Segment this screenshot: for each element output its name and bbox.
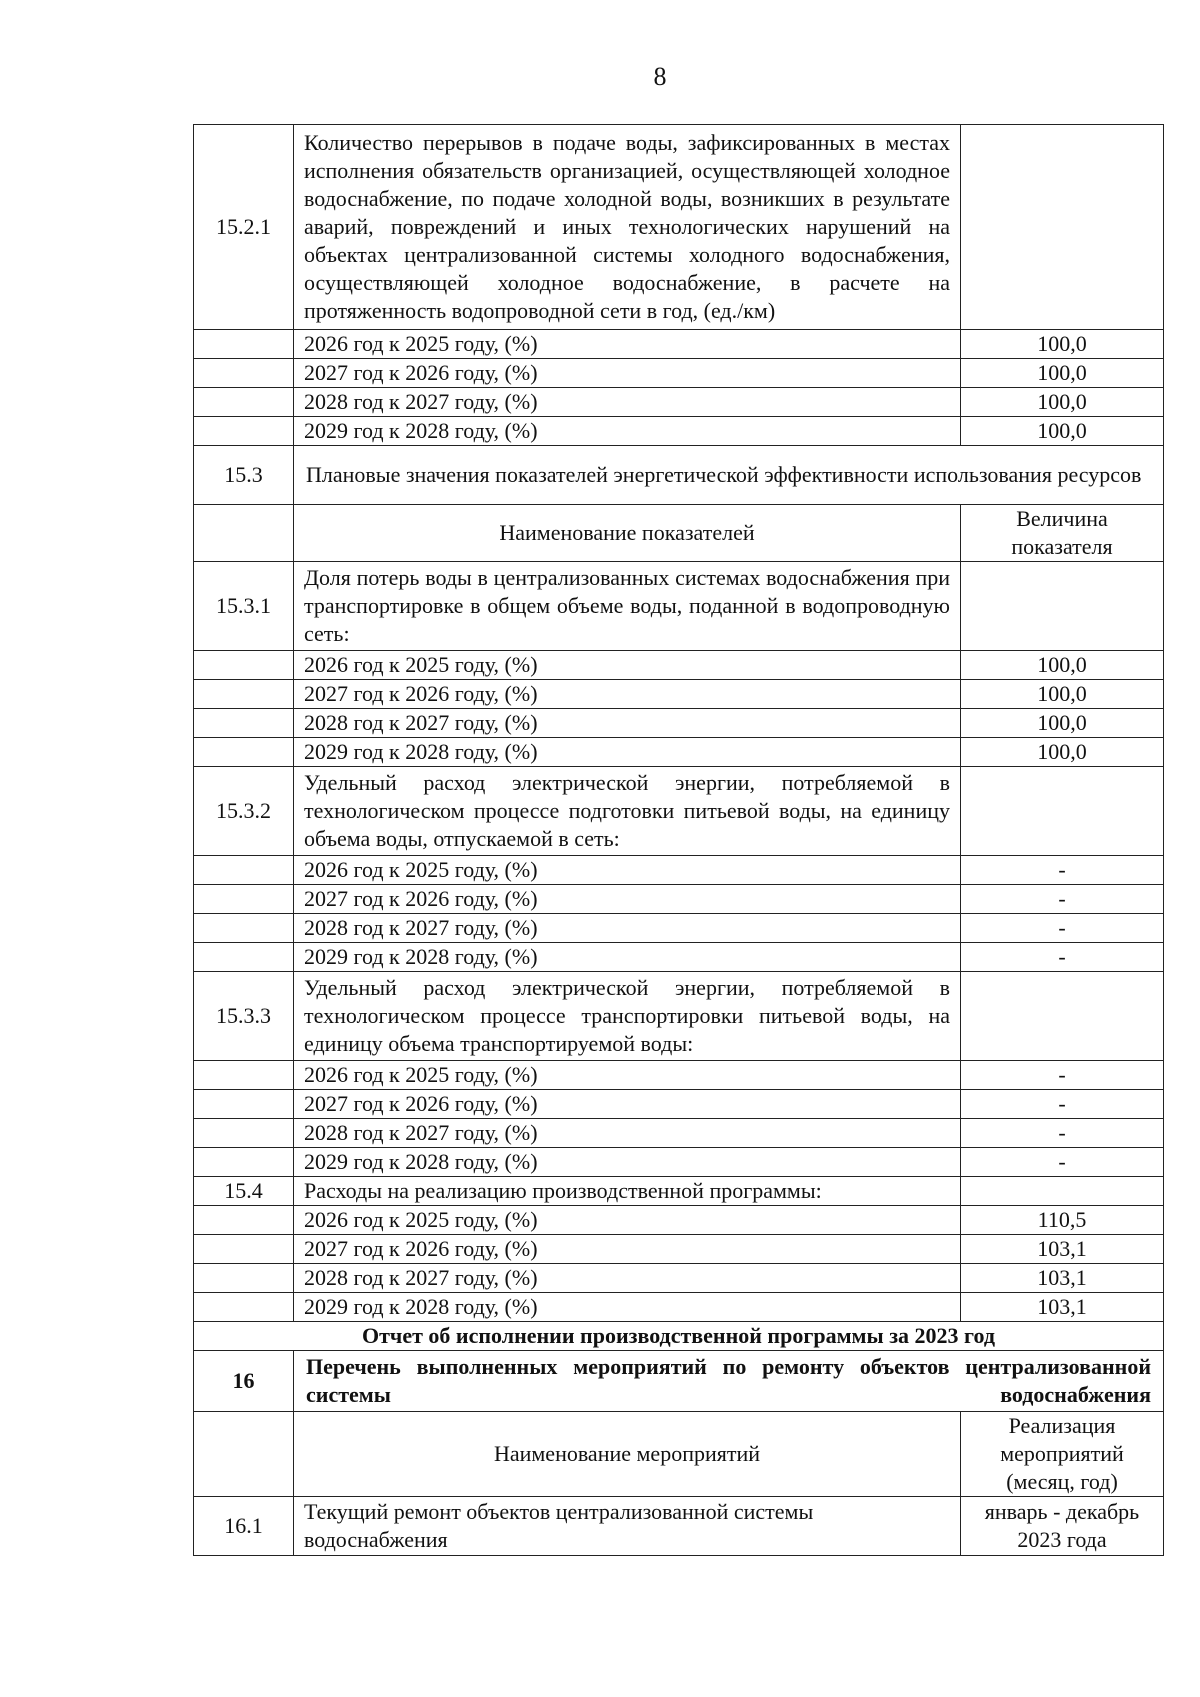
indicator-text: Количество перерывов в подаче воды, зафиксированных в местах исполнения обязательств организацией, осуществляющей холодное водоснабжение, по подаче холодной воды, возникших в результате аварий, повреждений и иных технологических нарушений на объектах централизованной системы холодного водоснабжения, осуществляющей холодное водоснабжение, в расчете на протяженность водопроводной сети в год, (ед./км) [294, 125, 961, 330]
year-value: 100,0 [961, 388, 1164, 417]
section-text: Плановые значения показателей энергетической эффективности использования ресурсов [294, 446, 1164, 505]
table-row [194, 738, 1164, 767]
column-header-value: Величина показателя [961, 505, 1164, 562]
year-value: 100,0 [961, 359, 1164, 388]
year-label: 2029 год к 2028 году, (%) [294, 738, 961, 767]
indicators-table-wrap [193, 124, 1163, 1556]
table-row [194, 446, 1164, 505]
year-value: 100,0 [961, 738, 1164, 767]
table-row [194, 330, 1164, 359]
table-row [194, 417, 1164, 446]
year-value: 100,0 [961, 651, 1164, 680]
table-row [194, 914, 1164, 943]
year-value: 103,1 [961, 1264, 1164, 1293]
year-value: - [961, 1090, 1164, 1119]
table-row [194, 943, 1164, 972]
year-value: - [961, 856, 1164, 885]
year-label: 2029 год к 2028 году, (%) [294, 1293, 961, 1322]
year-value: 100,0 [961, 680, 1164, 709]
row-number: 15.2.1 [194, 125, 294, 330]
year-label: 2029 год к 2028 году, (%) [294, 417, 961, 446]
year-value: - [961, 885, 1164, 914]
year-label: 2028 год к 2027 году, (%) [294, 1119, 961, 1148]
year-value: 100,0 [961, 330, 1164, 359]
table-row [194, 1148, 1164, 1177]
row-number: 15.3 [194, 446, 294, 505]
year-label: 2026 год к 2025 году, (%) [294, 1061, 961, 1090]
year-label: 2029 год к 2028 году, (%) [294, 943, 961, 972]
year-value: 110,5 [961, 1206, 1164, 1235]
year-label: 2027 год к 2026 году, (%) [294, 885, 961, 914]
value-cell: январь - декабрь 2023 года [961, 1497, 1164, 1556]
table-row [194, 1293, 1164, 1322]
table-row [194, 856, 1164, 885]
year-label: 2026 год к 2025 году, (%) [294, 856, 961, 885]
table-row [194, 651, 1164, 680]
year-value: 103,1 [961, 1235, 1164, 1264]
table-row [194, 1061, 1164, 1090]
table-row [194, 125, 1164, 330]
year-value: - [961, 1061, 1164, 1090]
table-row [194, 680, 1164, 709]
year-value: - [961, 1148, 1164, 1177]
section-text: Перечень выполненных мероприятий по ремонту объектов централизованной системы водоснабжения [294, 1351, 1164, 1412]
year-label: 2028 год к 2027 году, (%) [294, 914, 961, 943]
year-value: 103,1 [961, 1293, 1164, 1322]
table-row [194, 1177, 1164, 1206]
year-label: 2029 год к 2028 году, (%) [294, 1148, 961, 1177]
year-label: 2027 год к 2026 году, (%) [294, 1235, 961, 1264]
indicator-text: Доля потерь воды в централизованных системах водоснабжения при транспортировке в общем объеме воды, поданной в водопроводную сеть: [294, 562, 961, 651]
table-row [194, 709, 1164, 738]
year-value: - [961, 943, 1164, 972]
table-row [194, 562, 1164, 651]
year-label: 2027 год к 2026 году, (%) [294, 359, 961, 388]
row-number: 15.3.1 [194, 562, 294, 651]
table-row [194, 388, 1164, 417]
table-row [194, 885, 1164, 914]
table-row [194, 1090, 1164, 1119]
year-label: 2027 год к 2026 году, (%) [294, 680, 961, 709]
table-row [194, 1206, 1164, 1235]
page-number: 8 [653, 62, 667, 91]
year-label: 2028 год к 2027 году, (%) [294, 388, 961, 417]
row-number: 15.3.3 [194, 972, 294, 1061]
year-label: 2026 год к 2025 году, (%) [294, 1206, 961, 1235]
table-row [194, 767, 1164, 856]
row-number: 16.1 [194, 1497, 294, 1556]
row-number: 16 [194, 1351, 294, 1412]
row-number: 15.3.2 [194, 767, 294, 856]
indicators-table [193, 124, 1164, 1556]
table-row [194, 972, 1164, 1061]
table-row [194, 1119, 1164, 1148]
year-label: 2027 год к 2026 году, (%) [294, 1090, 961, 1119]
year-value: 100,0 [961, 417, 1164, 446]
row-number: 15.4 [194, 1177, 294, 1206]
year-label: 2028 год к 2027 году, (%) [294, 709, 961, 738]
year-value: - [961, 1119, 1164, 1148]
table-row [194, 1497, 1164, 1556]
table-row [194, 1322, 1164, 1351]
table-row [194, 1412, 1164, 1497]
indicator-text: Удельный расход электрической энергии, потребляемой в технологическом процессе транспортировки питьевой воды, на единицу объема транспортируемой воды: [294, 972, 961, 1061]
year-label: 2028 год к 2027 году, (%) [294, 1264, 961, 1293]
table-row [194, 359, 1164, 388]
table-row [194, 1264, 1164, 1293]
table-row [194, 505, 1164, 562]
column-header-name: Наименование показателей [294, 505, 961, 562]
table-row [194, 1351, 1164, 1412]
value-cell [961, 125, 1164, 330]
year-label: 2026 год к 2025 году, (%) [294, 330, 961, 359]
indicator-text: Расходы на реализацию производственной программы: [294, 1177, 961, 1206]
indicator-text: Удельный расход электрической энергии, потребляемой в технологическом процессе подготовки питьевой воды, на единицу объема воды, отпускаемой в сеть: [294, 767, 961, 856]
year-label: 2026 год к 2025 году, (%) [294, 651, 961, 680]
table-row [194, 1235, 1164, 1264]
year-value: - [961, 914, 1164, 943]
column-header-name: Наименование мероприятий [294, 1412, 961, 1497]
indicator-text: Текущий ремонт объектов централизованной системы водоснабжения [294, 1497, 961, 1556]
column-header-value: Реализация мероприятий (месяц, год) [961, 1412, 1164, 1497]
report-title: Отчет об исполнении производственной программы за 2023 год [194, 1322, 1164, 1351]
year-value: 100,0 [961, 709, 1164, 738]
